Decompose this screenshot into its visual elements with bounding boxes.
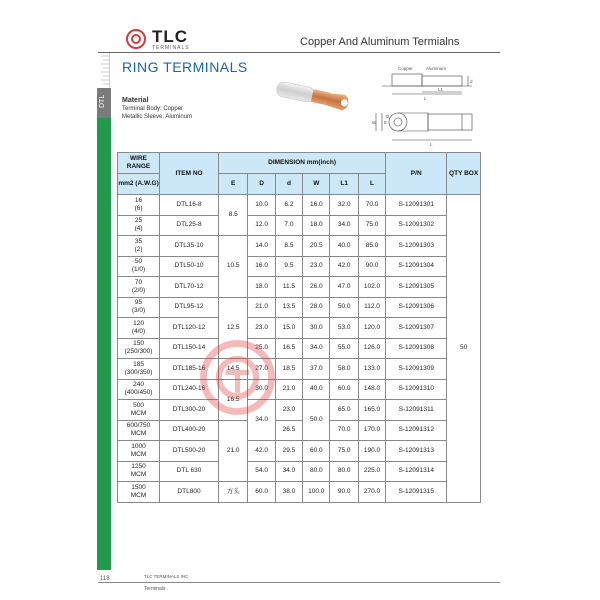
table-row: [118, 256, 481, 277]
wire-awg: (2/0): [131, 286, 146, 294]
cell-pn: S-12091309: [386, 359, 447, 380]
cell-l1: 80.0: [330, 461, 358, 482]
table-row: [118, 482, 481, 503]
cell-d-outer: 54.0: [248, 461, 275, 482]
footer-divider: [98, 582, 500, 583]
cell-l: 112.0: [358, 297, 385, 318]
cell-wire-range: [118, 297, 160, 318]
wire-size: 95: [134, 299, 143, 307]
cell-item-no: DTL400-20: [160, 420, 219, 441]
cell-wire-range: [118, 256, 160, 277]
cell-d-outer: 18.0: [248, 277, 275, 298]
cell-l: 90.0: [358, 256, 385, 277]
cell-item-no: DTL70-12: [160, 277, 219, 298]
cell-d-outer: 34.0: [248, 400, 275, 441]
brand-name: TLC: [152, 27, 189, 46]
cell-d-outer: 25.0: [248, 338, 275, 359]
cell-d-outer: 23.0: [248, 318, 275, 339]
cell-pn: S-12091314: [386, 461, 447, 482]
cell-l: 102.0: [358, 277, 385, 298]
cell-w: 28.0: [303, 297, 330, 318]
cell-wire-range: [118, 338, 160, 359]
cell-pn: S-12091312: [386, 420, 447, 441]
tlc-logo-icon: [126, 29, 146, 49]
section-title: RING TERMINALS: [122, 59, 248, 75]
cell-l1: 65.0: [330, 400, 358, 421]
wire-size: 1000: [131, 442, 146, 450]
wire-size: 1250: [131, 463, 146, 471]
cell-l1: 70.0: [330, 420, 358, 441]
cell-l1: 32.0: [330, 195, 358, 216]
cell-wire-range: [118, 236, 160, 257]
cell-pn: S-12091304: [386, 256, 447, 277]
cell-e: 12.5: [218, 297, 247, 359]
cell-wire-range: [118, 277, 160, 298]
cell-w: 23.0: [303, 256, 330, 277]
cell-w: 40.0: [303, 379, 330, 400]
cell-w: 80.0: [303, 461, 330, 482]
cell-l1: 55.0: [330, 338, 358, 359]
cell-pn: S-12091301: [386, 195, 447, 216]
cell-wire-range: [118, 482, 160, 503]
table-row: [118, 461, 481, 482]
table-row: [118, 277, 481, 298]
cell-d-inner: 29.5: [275, 441, 302, 462]
label-l1: L1: [438, 87, 444, 92]
wire-awg: (400/450): [124, 389, 153, 397]
table-row: [118, 359, 481, 380]
cell-pn: S-12091307: [386, 318, 447, 339]
cell-wire-range: [118, 461, 160, 482]
header-title: Copper And Aluminum Termialns: [300, 36, 460, 48]
side-tab: [97, 88, 111, 118]
header-d-outer: D: [248, 174, 275, 195]
header-e: E: [218, 174, 247, 195]
label-d: d: [470, 79, 473, 84]
wire-awg: (1/0): [131, 266, 146, 274]
wire-size: 50: [134, 258, 143, 266]
cell-item-no: DTL95-12: [160, 297, 219, 318]
cell-d-inner: 15.0: [275, 318, 302, 339]
wire-size: 240: [133, 381, 144, 389]
wire-awg: MCM: [130, 450, 147, 458]
cell-pn: S-12091310: [386, 379, 447, 400]
wire-size: 35: [134, 237, 143, 245]
cell-wire-range: [118, 379, 160, 400]
cell-pn: S-12091313: [386, 441, 447, 462]
cell-w: 100.0: [303, 482, 330, 503]
cell-pn: S-12091305: [386, 277, 447, 298]
wire-awg: (250/300): [124, 348, 153, 356]
wire-awg: MCM: [130, 409, 147, 417]
cell-d-outer: 42.0: [248, 441, 275, 462]
cell-d-outer: 16.0: [248, 256, 275, 277]
cell-d-outer: 12.0: [248, 215, 275, 236]
cell-e: 16.5: [218, 379, 247, 420]
label-w: W: [372, 120, 377, 125]
cell-item-no: DTL800: [160, 482, 219, 503]
cell-wire-range: [118, 359, 160, 380]
cell-w: 18.0: [303, 215, 330, 236]
header-qty: QTY BOX: [447, 153, 481, 195]
cell-l1: 50.0: [330, 297, 358, 318]
cell-e: 方头: [218, 482, 247, 503]
header-l: L: [358, 174, 385, 195]
footer-company: TLC TERMINALS INC: [144, 574, 189, 579]
wire-size: 600/750: [126, 422, 151, 430]
cell-l1: 34.0: [330, 215, 358, 236]
brand-logo: [126, 29, 206, 51]
cell-d-inner: 23.0: [275, 400, 302, 421]
material-heading: Material: [122, 97, 149, 104]
cell-l: 190.0: [358, 441, 385, 462]
tlc-watermark-icon: [195, 335, 280, 420]
cell-e: 10.5: [218, 236, 247, 298]
cell-d-inner: 16.5: [275, 338, 302, 359]
cell-d-inner: 7.0: [275, 215, 302, 236]
cell-wire-range: [118, 318, 160, 339]
table-row: [118, 441, 481, 462]
cell-d-outer: 10.0: [248, 195, 275, 216]
header-w: W: [303, 174, 330, 195]
header-divider: [98, 52, 500, 53]
table-row: [118, 297, 481, 318]
cell-pn: S-12091308: [386, 338, 447, 359]
cell-d-inner: 38.0: [275, 482, 302, 503]
side-tab-label: DTL: [99, 94, 106, 108]
label-e: E: [384, 120, 388, 125]
cell-item-no: DTL120-12: [160, 318, 219, 339]
wire-size: 120: [133, 319, 144, 327]
table-row: [118, 215, 481, 236]
cell-d-inner: 9.5: [275, 256, 302, 277]
cell-item-no: DTL35-10: [160, 236, 219, 257]
label-dd: D: [386, 114, 390, 119]
cell-l1: 42.0: [330, 256, 358, 277]
wire-size: 16: [134, 196, 143, 204]
cell-w: 16.0: [303, 195, 330, 216]
cell-d-inner: 11.5: [275, 277, 302, 298]
table-row: [118, 195, 481, 216]
table-row: [118, 400, 481, 421]
cell-e: 21.0: [218, 420, 247, 482]
cell-d-outer: 60.0: [248, 482, 275, 503]
cell-l1: 60.0: [330, 379, 358, 400]
wire-awg: MCM: [130, 471, 147, 479]
wire-awg: MCM: [130, 491, 147, 499]
header-item-no: ITEM NO: [160, 153, 219, 195]
cell-d-inner: 34.0: [275, 461, 302, 482]
ring-terminal-image: [272, 78, 362, 116]
brand-sub: TERMINALS: [152, 45, 190, 51]
wire-awg: MCM: [130, 430, 147, 438]
wire-awg: (4): [134, 225, 143, 233]
cell-l: 270.0: [358, 482, 385, 503]
material-line: Metallic Sleeve: Aluminum: [122, 114, 193, 120]
label-l: L: [424, 96, 427, 101]
cell-pn: S-12091303: [386, 236, 447, 257]
cell-item-no: DTL500-20: [160, 441, 219, 462]
cell-w: 50.0: [303, 400, 330, 441]
cell-item-no: DTL185-16: [160, 359, 219, 380]
cell-item-no: DTL25-8: [160, 215, 219, 236]
cell-pn: S-12091302: [386, 215, 447, 236]
wire-awg: (3/0): [131, 307, 146, 315]
label-aluminum: Aluminum: [426, 66, 447, 71]
wire-awg: (300/350): [124, 368, 153, 376]
cell-d-outer: 30.0: [248, 379, 275, 400]
cell-w: 34.0: [303, 338, 330, 359]
cell-wire-range: [118, 215, 160, 236]
cell-l: 165.0: [358, 400, 385, 421]
cell-e: 8.5: [218, 195, 247, 236]
header-d-inner: d: [275, 174, 302, 195]
cell-l: 133.0: [358, 359, 385, 380]
wire-size: 150: [133, 340, 144, 348]
cell-l: 170.0: [358, 420, 385, 441]
material-info: [122, 97, 192, 121]
cell-w: 37.0: [303, 359, 330, 380]
cell-l: 85.0: [358, 236, 385, 257]
cell-w: 60.0: [303, 441, 330, 462]
cell-wire-range: [118, 441, 160, 462]
table-row: [118, 318, 481, 339]
cell-d-outer: 14.0: [248, 236, 275, 257]
header-pn: P/N: [386, 153, 447, 195]
cell-w: 20.5: [303, 236, 330, 257]
cell-item-no: DTL50-10: [160, 256, 219, 277]
cell-item-no: DTL240-16: [160, 379, 219, 400]
spec-table: [117, 152, 481, 503]
wire-size: 185: [133, 360, 144, 368]
cell-l: 148.0: [358, 379, 385, 400]
side-green-bar: [97, 118, 111, 570]
footer-section: Terminals: [144, 586, 166, 592]
cell-l1: 47.0: [330, 277, 358, 298]
table-row: [118, 420, 481, 441]
cell-l1: 53.0: [330, 318, 358, 339]
wire-awg: (6): [134, 204, 143, 212]
header-l1: L1: [330, 174, 358, 195]
cell-item-no: DTL300-20: [160, 400, 219, 421]
table-row: [118, 338, 481, 359]
dimension-drawing: [366, 56, 484, 148]
side-ruler: [97, 53, 110, 87]
wire-size: 25: [134, 217, 143, 225]
wire-size: 70: [134, 278, 143, 286]
cell-l1: 40.0: [330, 236, 358, 257]
cell-l: 225.0: [358, 461, 385, 482]
label-copper: Copper: [398, 66, 413, 71]
wire-size: 1500: [131, 483, 146, 491]
cell-d-inner: 13.5: [275, 297, 302, 318]
header-mm2: mm2 (A.W.G): [118, 174, 160, 195]
table-row: [118, 236, 481, 257]
cell-l: 70.0: [358, 195, 385, 216]
cell-l: 120.0: [358, 318, 385, 339]
cell-l1: 90.0: [330, 482, 358, 503]
cell-d-inner: 8.5: [275, 236, 302, 257]
cell-d-inner: 6.2: [275, 195, 302, 216]
cell-d-outer: 27.0: [248, 359, 275, 380]
cell-wire-range: [118, 400, 160, 421]
cell-item-no: DTL 630: [160, 461, 219, 482]
wire-awg: (2): [134, 245, 143, 253]
cell-wire-range: [118, 195, 160, 216]
cell-d-inner: 21.0: [275, 379, 302, 400]
header-dimension: DIMENSION mm(inch): [218, 153, 385, 174]
header-wire-range: WIRE RANGE: [118, 153, 160, 174]
cell-item-no: DTL150-14: [160, 338, 219, 359]
wire-size: 500: [133, 401, 144, 409]
cell-pn: S-12091315: [386, 482, 447, 503]
cell-pn: S-12091311: [386, 400, 447, 421]
cell-l1: 75.0: [330, 441, 358, 462]
spec-table-body: [118, 195, 481, 503]
cell-e: 14.5: [218, 359, 247, 380]
cell-w: 26.0: [303, 277, 330, 298]
cell-l: 126.0: [358, 338, 385, 359]
label-l-bottom: L: [430, 142, 433, 147]
material-line: Terminal Body: Copper: [122, 106, 184, 112]
cell-d-inner: 26.5: [275, 420, 302, 441]
cell-d-outer: 21.0: [248, 297, 275, 318]
cell-wire-range: [118, 420, 160, 441]
cell-pn: S-12091306: [386, 297, 447, 318]
cell-l1: 58.0: [330, 359, 358, 380]
cell-item-no: DTL16-8: [160, 195, 219, 216]
page-number: 118: [100, 576, 110, 582]
table-row: [118, 379, 481, 400]
wire-awg: (4/0): [131, 327, 146, 335]
ruler-ticks: [97, 53, 109, 87]
cell-w: 30.0: [303, 318, 330, 339]
cell-l: 75.0: [358, 215, 385, 236]
cell-qty: 50: [447, 195, 481, 503]
cell-d-inner: 18.5: [275, 359, 302, 380]
